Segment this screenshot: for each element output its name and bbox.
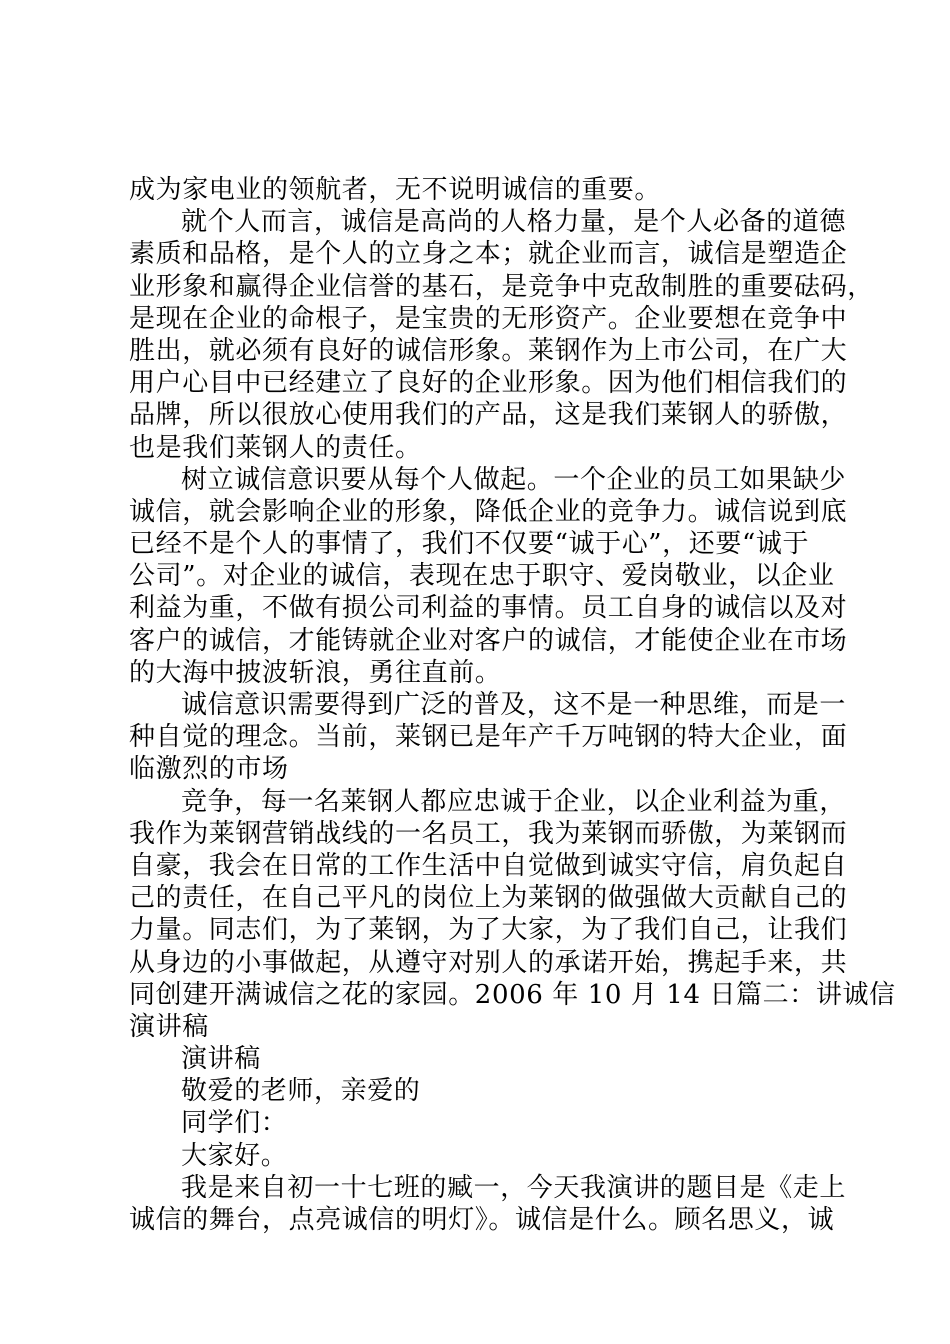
- document-line: 成为家电业的领航者，无不说明诚信的重要。: [129, 175, 662, 205]
- document-line: 也是我们莱钢人的责任。: [129, 432, 422, 463]
- document-line: 树立诚信意识要从每个人做起。一个企业的员工如果缺少: [181, 464, 847, 495]
- document-line: 就个人而言，诚信是高尚的人格力量，是个人必备的道德: [181, 207, 847, 238]
- document-line: 客户的诚信，才能铸就企业对客户的诚信，才能使企业在市场: [129, 625, 848, 656]
- document-line: 自豪，我会在日常的工作生活中自觉做到诚实守信，肩负起自: [129, 850, 848, 881]
- document-line: 竞争，每一名莱钢人都应忠诚于企业，以企业利益为重，: [181, 786, 847, 817]
- document-line: 诚信，就会影响企业的形象，降低企业的竞争力。诚信说到底: [129, 496, 848, 527]
- document-line: 公司”。对企业的诚信，表现在忠于职守、爱岗敬业，以企业: [129, 561, 835, 592]
- document-body: [129, 174, 896, 1236]
- document-line: 用户心目中已经建立了良好的企业形象。因为他们相信我们的: [129, 368, 848, 399]
- document-line: 同创建开满诚信之花的家园。2006 年 10 月 14 日篇二：讲诚信: [129, 979, 896, 1010]
- document-line: 是现在企业的命根子，是宝贵的无形资产。企业要想在竞争中: [129, 303, 848, 334]
- document-line: 已经不是个人的事情了，我们不仅要“诚于心”，还要“诚于: [129, 529, 810, 560]
- document-line: 大家好。: [181, 1140, 288, 1171]
- document-line: 我作为莱钢营销战线的一名员工，我为莱钢而骄傲，为莱钢而: [129, 818, 848, 849]
- document-line: 品牌，所以很放心使用我们的产品，这是我们莱钢人的骄傲，: [129, 400, 848, 431]
- document-line: 从身边的小事做起，从遵守对别人的承诺开始，携起手来，共: [129, 947, 848, 978]
- document-line: 的大海中披波斩浪，勇往直前。: [129, 657, 502, 688]
- document-line: 素质和品格，是个人的立身之本；就企业而言，诚信是塑造企: [129, 239, 848, 270]
- document-line: 演讲稿: [181, 1044, 261, 1075]
- document-line: 演讲稿: [129, 1011, 209, 1042]
- document-line: 我是来自初一十七班的臧一，今天我演讲的题目是《走上: [181, 1172, 847, 1203]
- document-line: 诚信意识需要得到广泛的普及，这不是一种思维，而是一: [181, 690, 847, 720]
- document-line: 种自觉的理念。当前，莱钢已是年产千万吨钢的特大企业，面: [129, 722, 848, 753]
- document-line: 业形象和赢得企业信誉的基石，是竞争中克敌制胜的重要砝码，: [129, 271, 874, 302]
- document-line: 力量。同志们，为了莱钢，为了大家，为了我们自己，让我们: [129, 915, 848, 946]
- document-line: 敬爱的老师，亲爱的: [181, 1076, 421, 1107]
- document-line: 临激烈的市场: [129, 754, 289, 785]
- document-line: 诚信的舞台，点亮诚信的明灯》。诚信是什么。顾名思义，诚: [129, 1205, 835, 1235]
- document-line: 胜出，就必须有良好的诚信形象。莱钢作为上市公司，在广大: [129, 335, 848, 366]
- document-line: 己的责任，在自己平凡的岗位上为莱钢的做强做大贡献自己的: [129, 883, 848, 914]
- document-line: 同学们：: [181, 1108, 288, 1139]
- document-line: 利益为重，不做有损公司利益的事情。员工自身的诚信以及对: [129, 593, 848, 624]
